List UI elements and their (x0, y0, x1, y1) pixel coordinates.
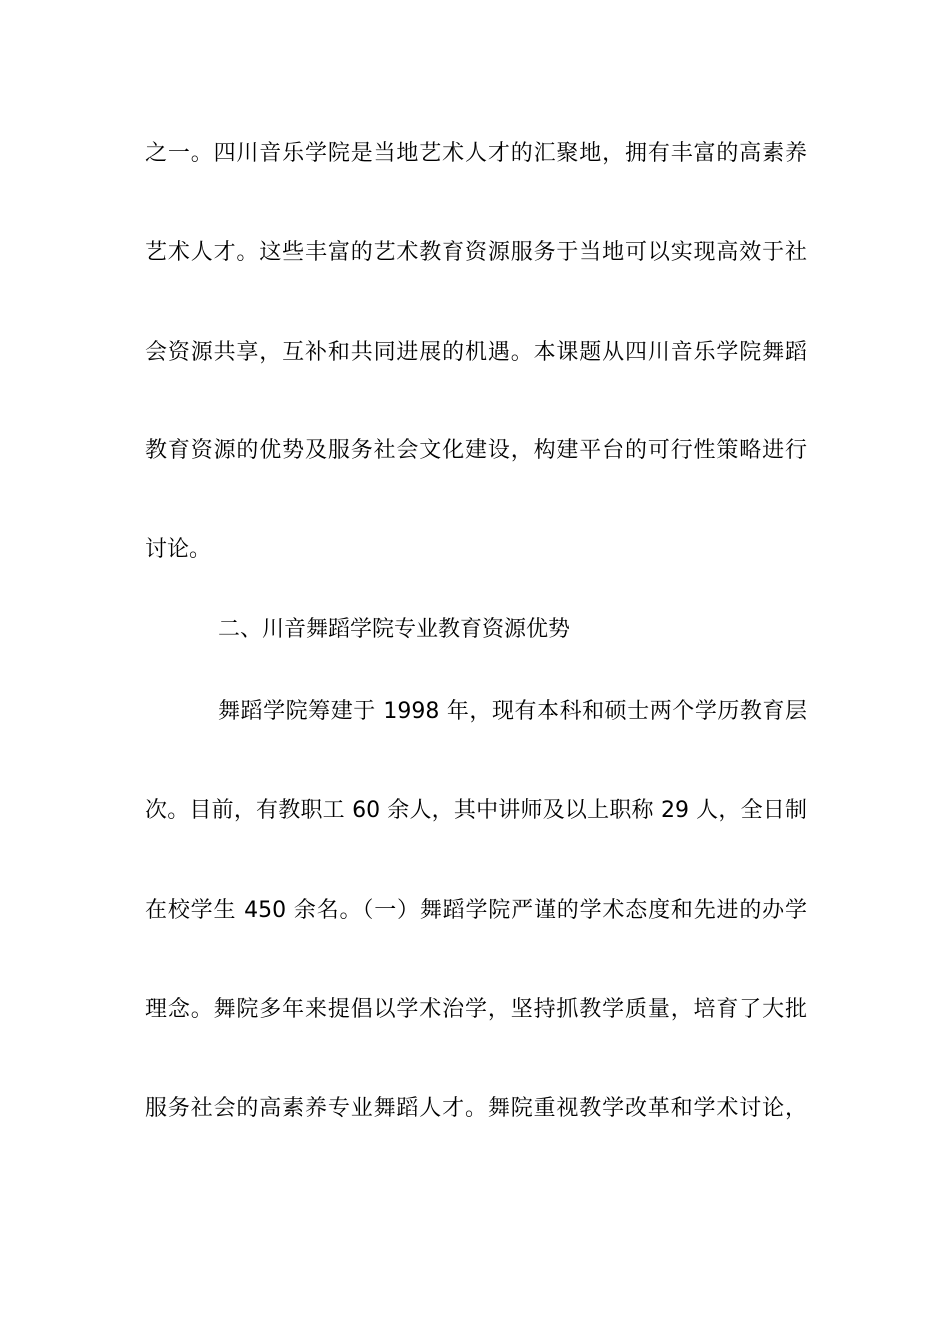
text-line-3: 会资源共享，互补和共同进展的机遇。本课题从四川音乐学院舞蹈 (145, 340, 807, 365)
text-line-2: 艺术人才。这些丰富的艺术教育资源服务于当地可以实现高效于社 (145, 240, 807, 265)
text-line-8: 次。目前，有教职工 60 余人，其中讲师及以上职称 29 人，全日制 (145, 798, 807, 823)
text-line-5: 讨论。 (145, 537, 212, 562)
section-heading: 二、川音舞蹈学院专业教育资源优势 (218, 617, 571, 642)
text-line-7: 舞蹈学院筹建于 1998 年，现有本科和硕士两个学历教育层 (218, 699, 807, 724)
text-line-10: 理念。舞院多年来提倡以学术治学，坚持抓教学质量，培育了大批 (145, 997, 807, 1022)
text-line-11: 服务社会的高素养专业舞蹈人才。舞院重视教学改革和学术讨论， (145, 1096, 807, 1121)
text-line-9: 在校学生 450 余名。（一）舞蹈学院严谨的学术态度和先进的办学 (145, 898, 807, 923)
text-line-4: 教育资源的优势及服务社会文化建设，构建平台的可行性策略进行 (145, 438, 807, 463)
text-line-1: 之一。四川音乐学院是当地艺术人才的汇聚地，拥有丰富的高素养 (145, 141, 807, 166)
